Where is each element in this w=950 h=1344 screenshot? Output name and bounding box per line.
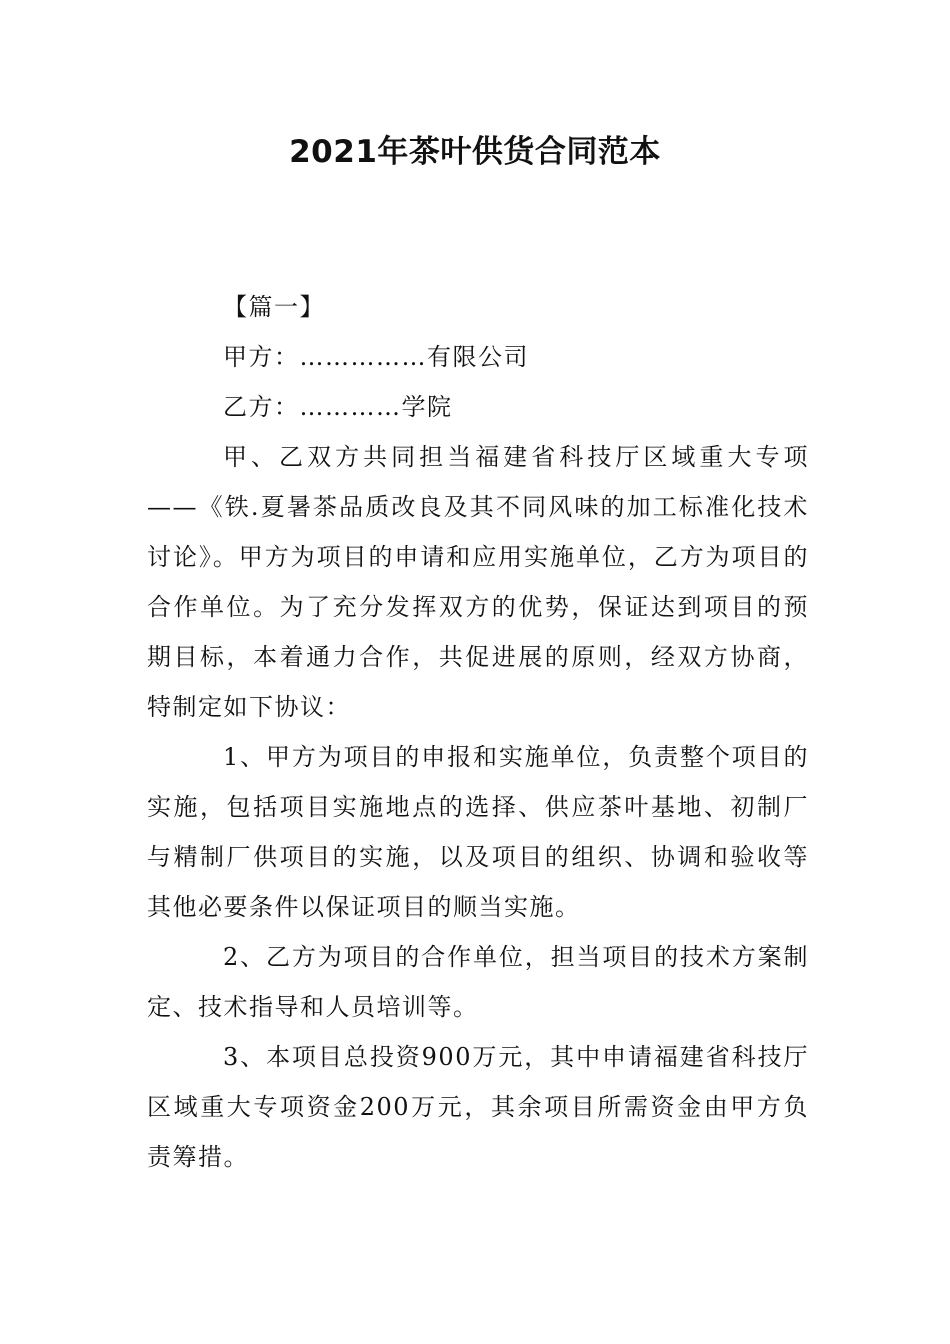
document-body: [147, 282, 809, 1182]
party-a-line: 甲方：……………有限公司: [223, 343, 529, 371]
clause-1-paragraph: 1、甲方为项目的申报和实施单位，负责整个项目的实施，包括项目实施地点的选择、供应茶叶基地、初制厂与精制厂供项目的实施，以及项目的组织、协调和验收等其他必要条件以保证项目的顺当实施。: [147, 743, 809, 921]
document-title: 2021年茶叶供货合同范本: [289, 134, 661, 170]
section-label: 【篇一】: [223, 293, 325, 321]
clause-3-paragraph: 3、本项目总投资900万元，其中申请福建省科技厅区域重大专项资金200万元，其余项目所需资金由甲方负责筹措。: [147, 1043, 809, 1171]
party-b-line: 乙方：…………学院: [223, 393, 453, 421]
clause-2-paragraph: 2、乙方为项目的合作单位，担当项目的技术方案制定、技术指导和人员培训等。: [147, 943, 809, 1021]
intro-paragraph: 甲、乙双方共同担当福建省科技厅区域重大专项——《铁.夏暑茶品质改良及其不同风味的加工标准化技术讨论》。甲方为项目的申请和应用实施单位，乙方为项目的合作单位。为了充分发挥双方的优势，保证达到项目的预期目标，本着通力合作，共促进展的原则，经双方协商，特制定如下协议：: [147, 443, 809, 721]
